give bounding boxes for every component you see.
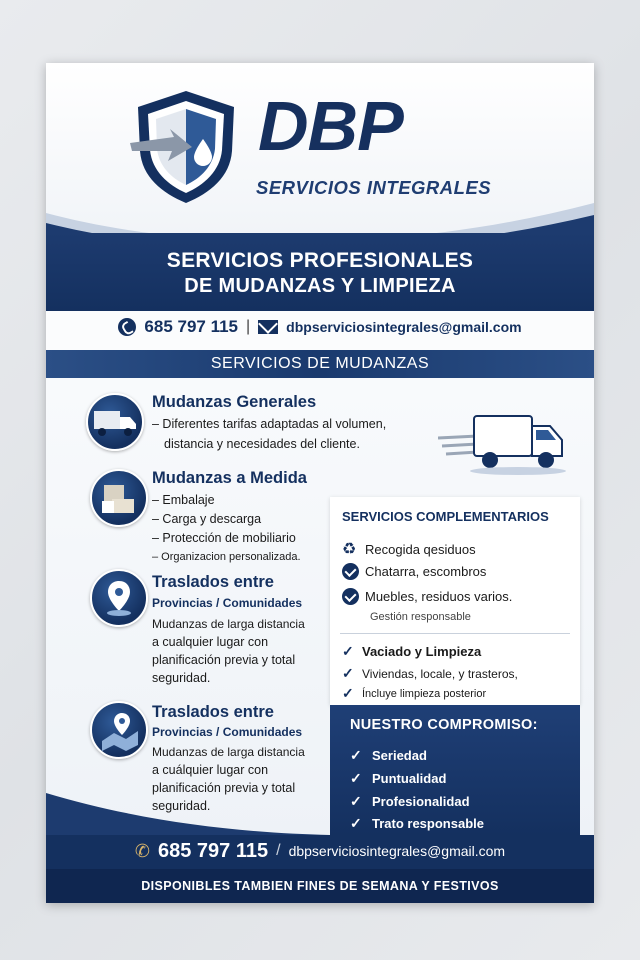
service-line: a cuálquier lugar con xyxy=(152,763,269,777)
complementary-panel xyxy=(330,497,580,705)
contact-strip xyxy=(46,311,594,343)
moving-truck-icon xyxy=(86,393,144,451)
contact-phone[interactable]: 685 797 115 xyxy=(144,317,239,336)
footer-wave xyxy=(46,763,594,843)
commitment-label: Seriedad xyxy=(372,748,427,763)
cleaning-label: Íncluye limpieza posterior xyxy=(362,687,487,700)
footer-phone[interactable]: 685 797 115 xyxy=(157,839,269,862)
availability-note: DISPONIBLES TAMBIEN FINES DE SEMANA Y FESTIVOS xyxy=(46,869,594,903)
brand-name: DBP xyxy=(258,87,403,165)
commitment-title: NUESTRO COMPROMISO: xyxy=(350,717,538,733)
service-title-general: Mudanzas Generales xyxy=(152,393,317,411)
check-icon: ✓ xyxy=(342,643,354,659)
headline-line2: DE MUDANZAS Y LIMPIEZA xyxy=(184,275,456,297)
service-line: planificación previa y total xyxy=(152,781,296,795)
cleaning-label: Viviendas, locale, y trasteros, xyxy=(362,666,518,681)
footer-email[interactable]: dbpserviciosintegrales@gmail.com xyxy=(288,843,506,859)
check-icon: ✓ xyxy=(342,685,354,701)
contact-email[interactable]: dbpserviciosintegrales@gmail.com xyxy=(286,319,522,335)
service-line: – Diferentes tarifas adaptadas al volumen, xyxy=(152,417,387,431)
cleaning-item xyxy=(342,665,518,682)
check-circle-icon xyxy=(342,563,359,580)
commitment-item xyxy=(350,747,427,764)
service-line: Mudanzas de larga distancia xyxy=(152,745,305,759)
service-line: seguridad. xyxy=(152,799,211,813)
service-line: planificación previa y total xyxy=(152,653,296,667)
boxes-icon xyxy=(90,469,148,527)
recycle-icon: ♻ xyxy=(342,541,357,558)
check-icon: ✓ xyxy=(350,793,362,809)
service-line: Mudanzas de larga distancia xyxy=(152,617,305,631)
mail-icon xyxy=(258,320,278,334)
cleaning-item xyxy=(342,643,481,660)
commitment-label: Profesionalidad xyxy=(372,794,470,809)
commitment-label: Trato responsable xyxy=(372,816,484,831)
complementary-note: Gestión responsable xyxy=(370,611,471,623)
map-pin-icon xyxy=(90,701,148,759)
service-title-custom: Mudanzas a Medida xyxy=(152,469,307,487)
complementary-item xyxy=(342,588,512,605)
commitment-label: Puntualidad xyxy=(372,771,447,786)
divider xyxy=(340,633,570,634)
service-title-transfer: Traslados entre xyxy=(152,573,274,591)
headline-line1: SERVICIOS PROFESIONALES xyxy=(166,249,474,272)
check-circle-icon xyxy=(342,588,359,605)
complementary-item-label: Recogida qesiduos xyxy=(365,541,476,557)
service-title-transfer-2: Traslados entre xyxy=(152,703,274,721)
footer-contact xyxy=(46,835,594,867)
complementary-item-label: Chatarra, escombros xyxy=(365,564,487,579)
service-line: a cualquier lugar con xyxy=(152,635,269,649)
service-line: distancia y necesidades del cliente. xyxy=(164,437,360,451)
service-line: seguridad. xyxy=(152,671,211,685)
service-line: – Protección de mobiliario xyxy=(152,531,296,545)
truck-illustration xyxy=(438,408,568,476)
service-line: – Organizacion personalizada. xyxy=(152,551,301,563)
footer-separator: / xyxy=(276,842,281,859)
phone-icon: ✆ xyxy=(134,840,150,861)
phone-icon xyxy=(118,318,136,336)
check-icon: ✓ xyxy=(342,665,354,681)
service-line: – Embalaje xyxy=(152,493,215,507)
complementary-item-label: Muebles, residuos varios. xyxy=(365,589,513,604)
check-icon: ✓ xyxy=(350,747,362,763)
section-title: SERVICIOS DE MUDANZAS xyxy=(46,350,594,378)
location-pin-icon xyxy=(90,569,148,627)
check-icon: ✓ xyxy=(350,815,362,831)
contact-separator: | xyxy=(246,318,251,335)
brand-tagline: SERVICIOS INTEGRALES xyxy=(256,177,492,198)
complementary-item xyxy=(342,539,476,559)
service-line: – Carga y descarga xyxy=(152,512,262,526)
check-icon: ✓ xyxy=(350,770,362,786)
complementary-title: SERVICIOS COMPLEMENTARIOS xyxy=(342,509,549,524)
cleaning-label: Vaciado y Limpieza xyxy=(362,644,482,659)
cleaning-item xyxy=(342,685,486,702)
complementary-item xyxy=(342,563,486,580)
service-subtitle: Provincias / Comunidades xyxy=(152,725,303,739)
service-subtitle: Provincias / Comunidades xyxy=(152,596,303,610)
flyer xyxy=(46,63,594,903)
